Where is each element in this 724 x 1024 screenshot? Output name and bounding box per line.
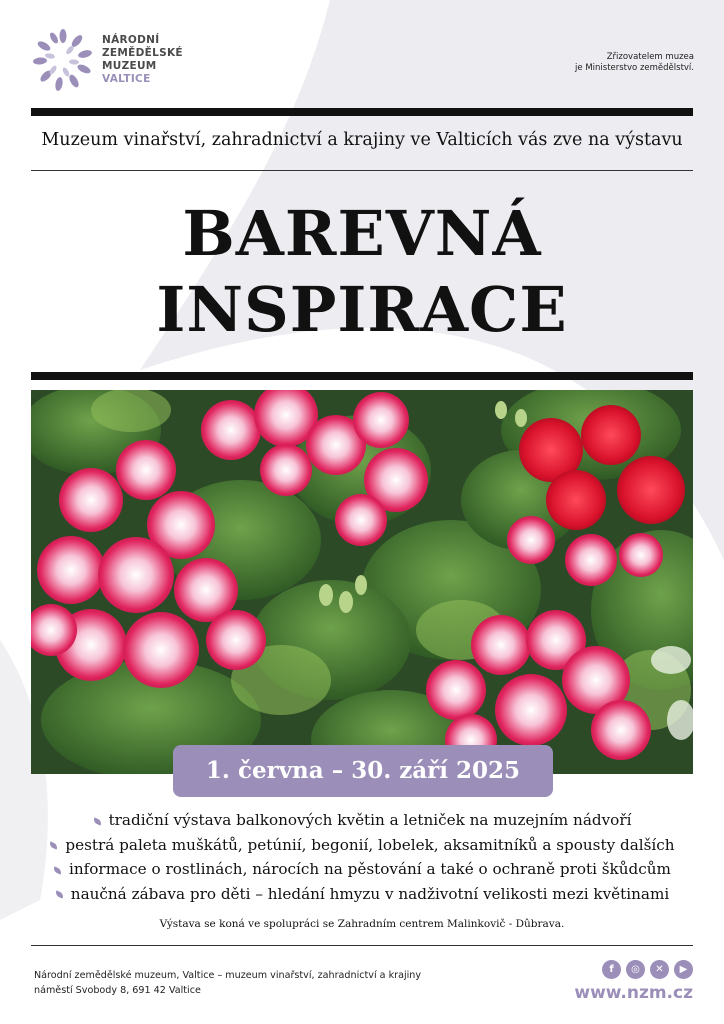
wreath-logo-icon [30, 28, 96, 94]
facebook-icon[interactable]: f [602, 960, 621, 979]
footer-divider [31, 945, 693, 946]
list-item [0, 857, 724, 882]
title-line-1: BAREVNÁ [182, 197, 542, 270]
founder-line-2: je Ministerstvo zemědělství. [575, 63, 694, 73]
invite-divider [31, 170, 693, 171]
exhibition-dates: 1. června – 30. září 2025 [173, 745, 553, 797]
list-item-text: pestrá paleta muškátů, petúnií, begonií, lobelek, aksamitníků a spousty dalších [65, 835, 675, 854]
title-line-2: INSPIRACE [156, 273, 568, 346]
leaf-bullet-icon [54, 890, 64, 898]
leaf-bullet-icon [49, 841, 59, 849]
list-item-text: informace o rostlinách, nárocích na pěstování a také o ochraně proti škůdcům [69, 860, 671, 878]
social-links [602, 960, 693, 979]
leaf-bullet-icon [92, 817, 102, 825]
museum-logo[interactable] [30, 28, 200, 94]
list-item [0, 833, 724, 858]
top-thick-rule [31, 108, 693, 116]
invitation-text: Muzeum vinařství, zahradnictví a krajiny ve Valticích vás zve na výstavu [41, 130, 683, 150]
logo-line-1: NÁRODNÍ [102, 34, 160, 46]
geranium-photo [31, 390, 693, 774]
title-thick-rule [31, 372, 693, 380]
list-item [0, 808, 724, 833]
address-line-1: Národní zemědělské muzeum, Valtice – muzeum vinařství, zahradnictví a krajiny [34, 970, 422, 981]
website-link[interactable]: www.nzm.cz [574, 983, 693, 1003]
exhibition-title [0, 196, 724, 348]
x-icon[interactable]: ✕ [650, 960, 669, 979]
logo-line-2: ZEMĚDĚLSKÉ [102, 47, 183, 59]
feature-list [0, 808, 724, 906]
logo-city: VALTICE [102, 73, 151, 85]
instagram-icon[interactable]: ◎ [626, 960, 645, 979]
cooperation-note: Výstava se koná ve spolupráci se Zahradním centrem Malinkovič - Dûbrava. [159, 918, 565, 930]
founder-line-1: Zřizovatelem muzea [606, 52, 694, 62]
flowers-image [31, 390, 693, 774]
founder-note [575, 52, 694, 74]
leaf-bullet-icon [52, 866, 62, 874]
list-item-text: tradiční výstava balkonových květin a letniček na muzejním nádvoří [108, 811, 632, 829]
logo-wordmark [102, 34, 183, 86]
list-item [0, 882, 724, 907]
logo-line-3: MUZEUM [102, 60, 157, 72]
youtube-icon[interactable]: ▶ [674, 960, 693, 979]
footer-address [34, 968, 421, 998]
address-line-2: náměstí Svobody 8, 691 42 Valtice [34, 985, 201, 996]
list-item-text: naučná zábava pro děti – hledání hmyzu v nadživotní velikosti mezi květinami [70, 884, 670, 903]
